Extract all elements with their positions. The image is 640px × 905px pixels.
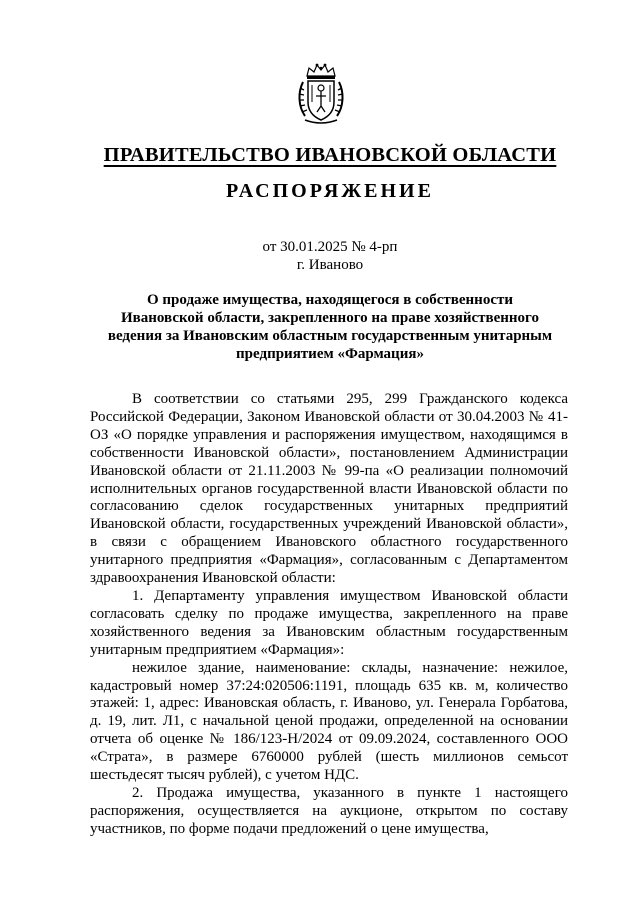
item-2-paragraph: 2. Продажа имущества, указанного в пункте 1 настоящего распоряжения, осуществляется на аукционе, открытом по составу участников, по форме подачи предложений о цене имущества, bbox=[90, 784, 568, 837]
item-1-paragraph: 1. Департаменту управления имуществом Ивановской области согласовать сделку по продаже имущества, закрепленного на праве хозяйственного ведения за Ивановским областным государственным унитарным предприятием «Фармация»: bbox=[90, 587, 568, 658]
preamble-paragraph: В соответствии со статьями 295, 299 Гражданского кодекса Российской Федерации, Законом Ивановской области от 30.04.2003 № 41-ОЗ «О порядке управления и распоряжения имуществом, находящимся в собственности Ивановской области», постановлением Администрации Ивановской области от 21.11.2003 № 99-па «О реализации полномочий исполнительных органов государственной власти Ивановской области по согласованию сделок государственных унитарных предприятий Ивановской области, государственных учреждений Ивановской области», в связи с обращением Ивановского областного государственного унитарного предприятия «Фармация», согласованным с Департаментом здравоохранения Ивановской области: bbox=[90, 391, 568, 587]
subject-line: предприятием «Фармация» bbox=[236, 346, 424, 362]
document-type-heading: РАСПОРЯЖЕНИЕ bbox=[226, 180, 434, 202]
subject-line: Ивановской области, закрепленного на праве хозяйственного bbox=[121, 310, 539, 326]
document-meta bbox=[90, 238, 570, 274]
item-1-detail-paragraph: нежилое здание, наименование: склады, назначение: нежилое, кадастровый номер 37:24:020506:1191, площадь 635 кв. м, количество этажей: 1, адрес: Ивановская область, г. Иваново, ул. Генерала Горбатова, д. 19, лит. Л1, с начальной ценой продажи, определенной на основании отчета об оценке № 186/123-Н/2024 от 09.09.2024, составленного ООО «Страта», в размере 6760000 рублей (шесть миллионов семьсот шестьдесят тысяч рублей), с учетом НДС. bbox=[90, 659, 568, 784]
organization-title: ПРАВИТЕЛЬСТВО ИВАНОВСКОЙ ОБЛАСТИ bbox=[103, 144, 557, 166]
city: г. Иваново bbox=[296, 257, 364, 273]
document-subject bbox=[90, 291, 570, 363]
coat-of-arms-icon bbox=[295, 62, 347, 126]
subject-line: О продаже имущества, находящегося в собственности bbox=[146, 292, 513, 308]
subject-line: ведения за Ивановским областным государственным унитарным bbox=[107, 328, 553, 344]
document-body bbox=[90, 391, 568, 839]
date-number: от 30.01.2025 № 4-рп bbox=[262, 239, 398, 255]
